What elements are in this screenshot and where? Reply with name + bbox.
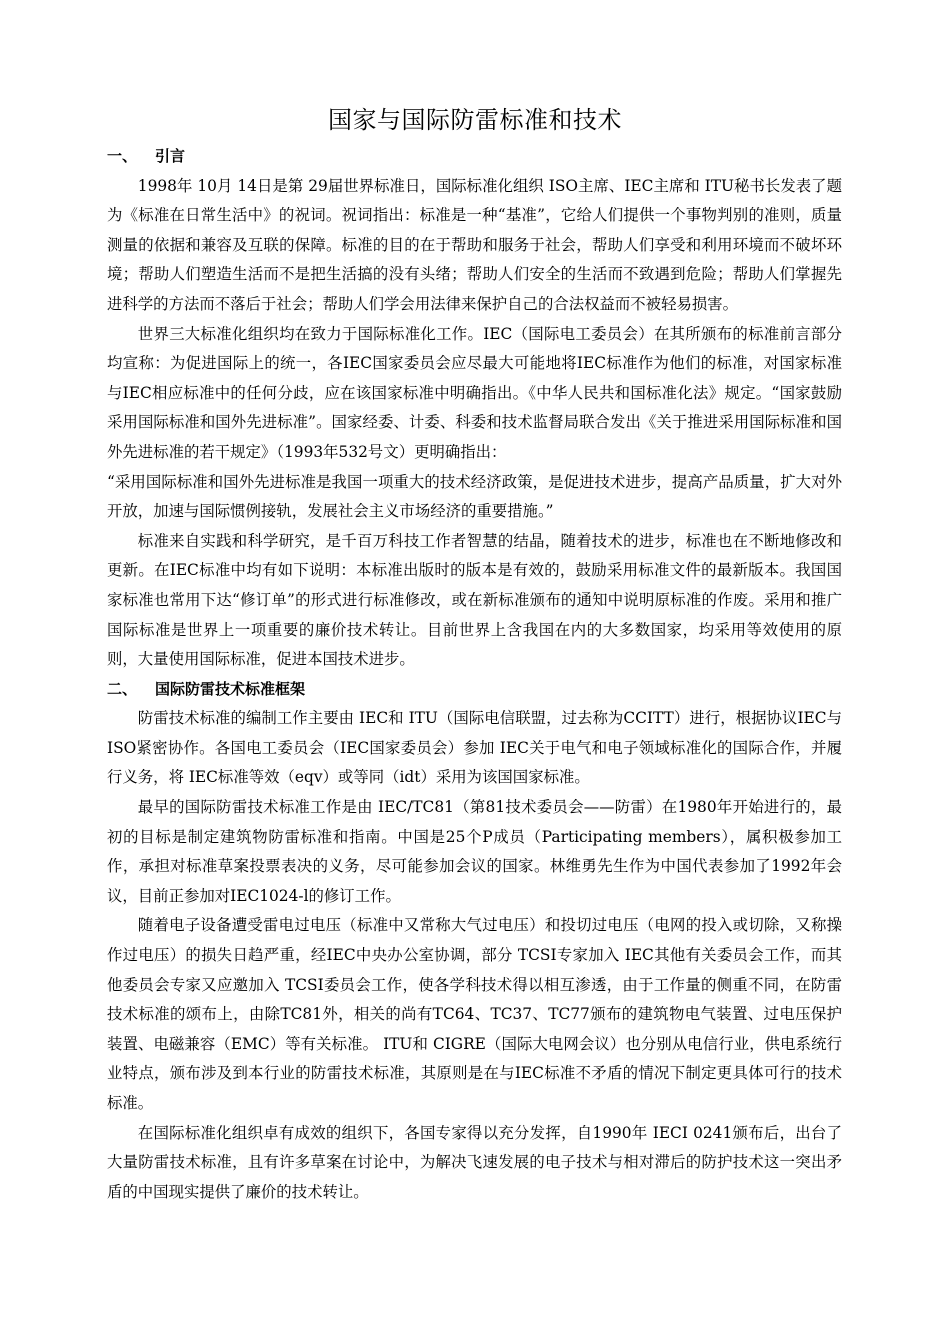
section-heading-framework xyxy=(107,675,842,705)
paragraph: 防雷技术标准的编制工作主要由 IEC和 ITU（国际电信联盟，过去称为CCITT）进行，根据协议IEC与ISO紧密协作。各国电工委员会（IEC国家委员会）参加 IEC关于电气和电子领域标准化的国际合作，并履行义务，将 IEC标准等效（eqv）或等同（idt）采用为该国国家标准。 xyxy=(107,709,842,787)
paragraph: 1998年 10月 14日是第 29届世界标准日，国际标准化组织 ISO主席、IEC主席和 ITU秘书长发表了题为《标准在日常生活中》的祝词。祝词指出：标准是一种“基准”，它给人们提供一个事物判别的准则，质量测量的依据和兼容及互联的保障。标准的目的在于帮助和服务于社会，帮助人们享受和利用环境而不破坏环境；帮助人们塑造生活而不是把生活搞的没有头绪；帮助人们安全的生活而不致遇到危险；帮助人们掌握先进科学的方法而不落后于社会；帮助人们学会用法律来保护自己的合法权益而不被轻易损害。 xyxy=(107,176,842,313)
paragraph: 在国际标准化组织卓有成效的组织下，各国专家得以充分发挥，自1990年 IECI 0241颁布后，出台了大量防雷技术标准，且有许多草案在讨论中，为解决飞速发展的电子技术与相对滞后的防护技术这一突出矛盾的中国现实提供了廉价的技术转让。 xyxy=(107,1123,842,1201)
document-title: 国家与国际防雷标准和技术 xyxy=(328,106,622,134)
section-title: 国际防雷技术标准框架 xyxy=(155,679,306,698)
paragraph: 随着电子设备遭受雷电过电压（标准中又常称大气过电压）和投切过电压（电网的投入或切除，又称操作过电压）的损失日趋严重，经IEC中央办公室协调，部分 TCSI专家加入 IEC其他有关委员会工作，而其他委员会专家又应邀加入 TCSI委员会工作，使各学科技术得以相互渗透，由于工作量的侧重不同，在防雷技术标准的颂布上，由除TC81外，相关的尚有TC64、TC37、TC77颁布的建筑物电气装置、过电压保护装置、电磁兼容（EMC）等有关标准。 ITU和 CIGRE（国际大电网会议）也分别从电信行业，供电系统行业特点，颁布涉及到本行业的防雷技术标准，其原则是在与IEC标准不矛盾的情况下制定更具体可行的技术标准。 xyxy=(107,916,842,1112)
section-number: 一、 xyxy=(107,147,138,165)
quoted-paragraph: “采用国际标准和国外先进标准是我国一项重大的技术经济政策，是促进技术进步，提高产品质量，扩大对外开放，加速与国际惯例接轨，发展社会主义市场经济的重要措施。” xyxy=(107,472,842,521)
section-title: 引言 xyxy=(155,147,186,165)
section-heading-intro xyxy=(107,142,842,172)
section-number: 二、 xyxy=(107,679,138,698)
paragraph: 世界三大标准化组织均在致力于国际标准化工作。IEC（国际电工委员会）在其所颁布的标准前言部分均宣称：为促进国际上的统一，各IEC国家委员会应尽最大可能地将IEC标准作为他们的标准，对国家标准与IEC相应标准中的任何分歧，应在该国家标准中明确指出。《中华人民共和国标准化法》规定。“国家鼓励采用国际标准和国外先进标准”。国家经委、计委、科委和技术监督局联合发出《关于推进采用国际标准和国外先进标准的若干规定》（1993年532号文）更明确指出： xyxy=(107,324,842,461)
document-body xyxy=(107,142,842,1207)
paragraph: 标准来自实践和科学研究，是千百万科技工作者智慧的结晶，随着技术的进步，标准也在不断地修改和更新。在IEC标准中均有如下说明：本标准出版时的版本是有效的，鼓励采用标准文件的最新版本。我国国家标准也常用下达“修订单”的形式进行标准修改，或在新标准颁布的通知中说明原标准的作废。采用和推广国际标准是世界上一项重要的廉价技术转让。目前世界上含我国在内的大多数国家，均采用等效使用的原则，大量使用国际标准，促进本国技术进步。 xyxy=(107,531,842,669)
paragraph: 最早的国际防雷技术标准工作是由 IEC/TC81（第81技术委员会——防雷）在1980年开始进行的，最初的目标是制定建筑物防雷标准和指南。中国是25个P成员（Participating members），属积极参加工作，承担对标准草案投票表决的义务，尽可能参加会议的国家。林维勇先生作为中国代表参加了1992年会议，目前正参加对IEC1024-l的修订工作。 xyxy=(107,798,842,905)
